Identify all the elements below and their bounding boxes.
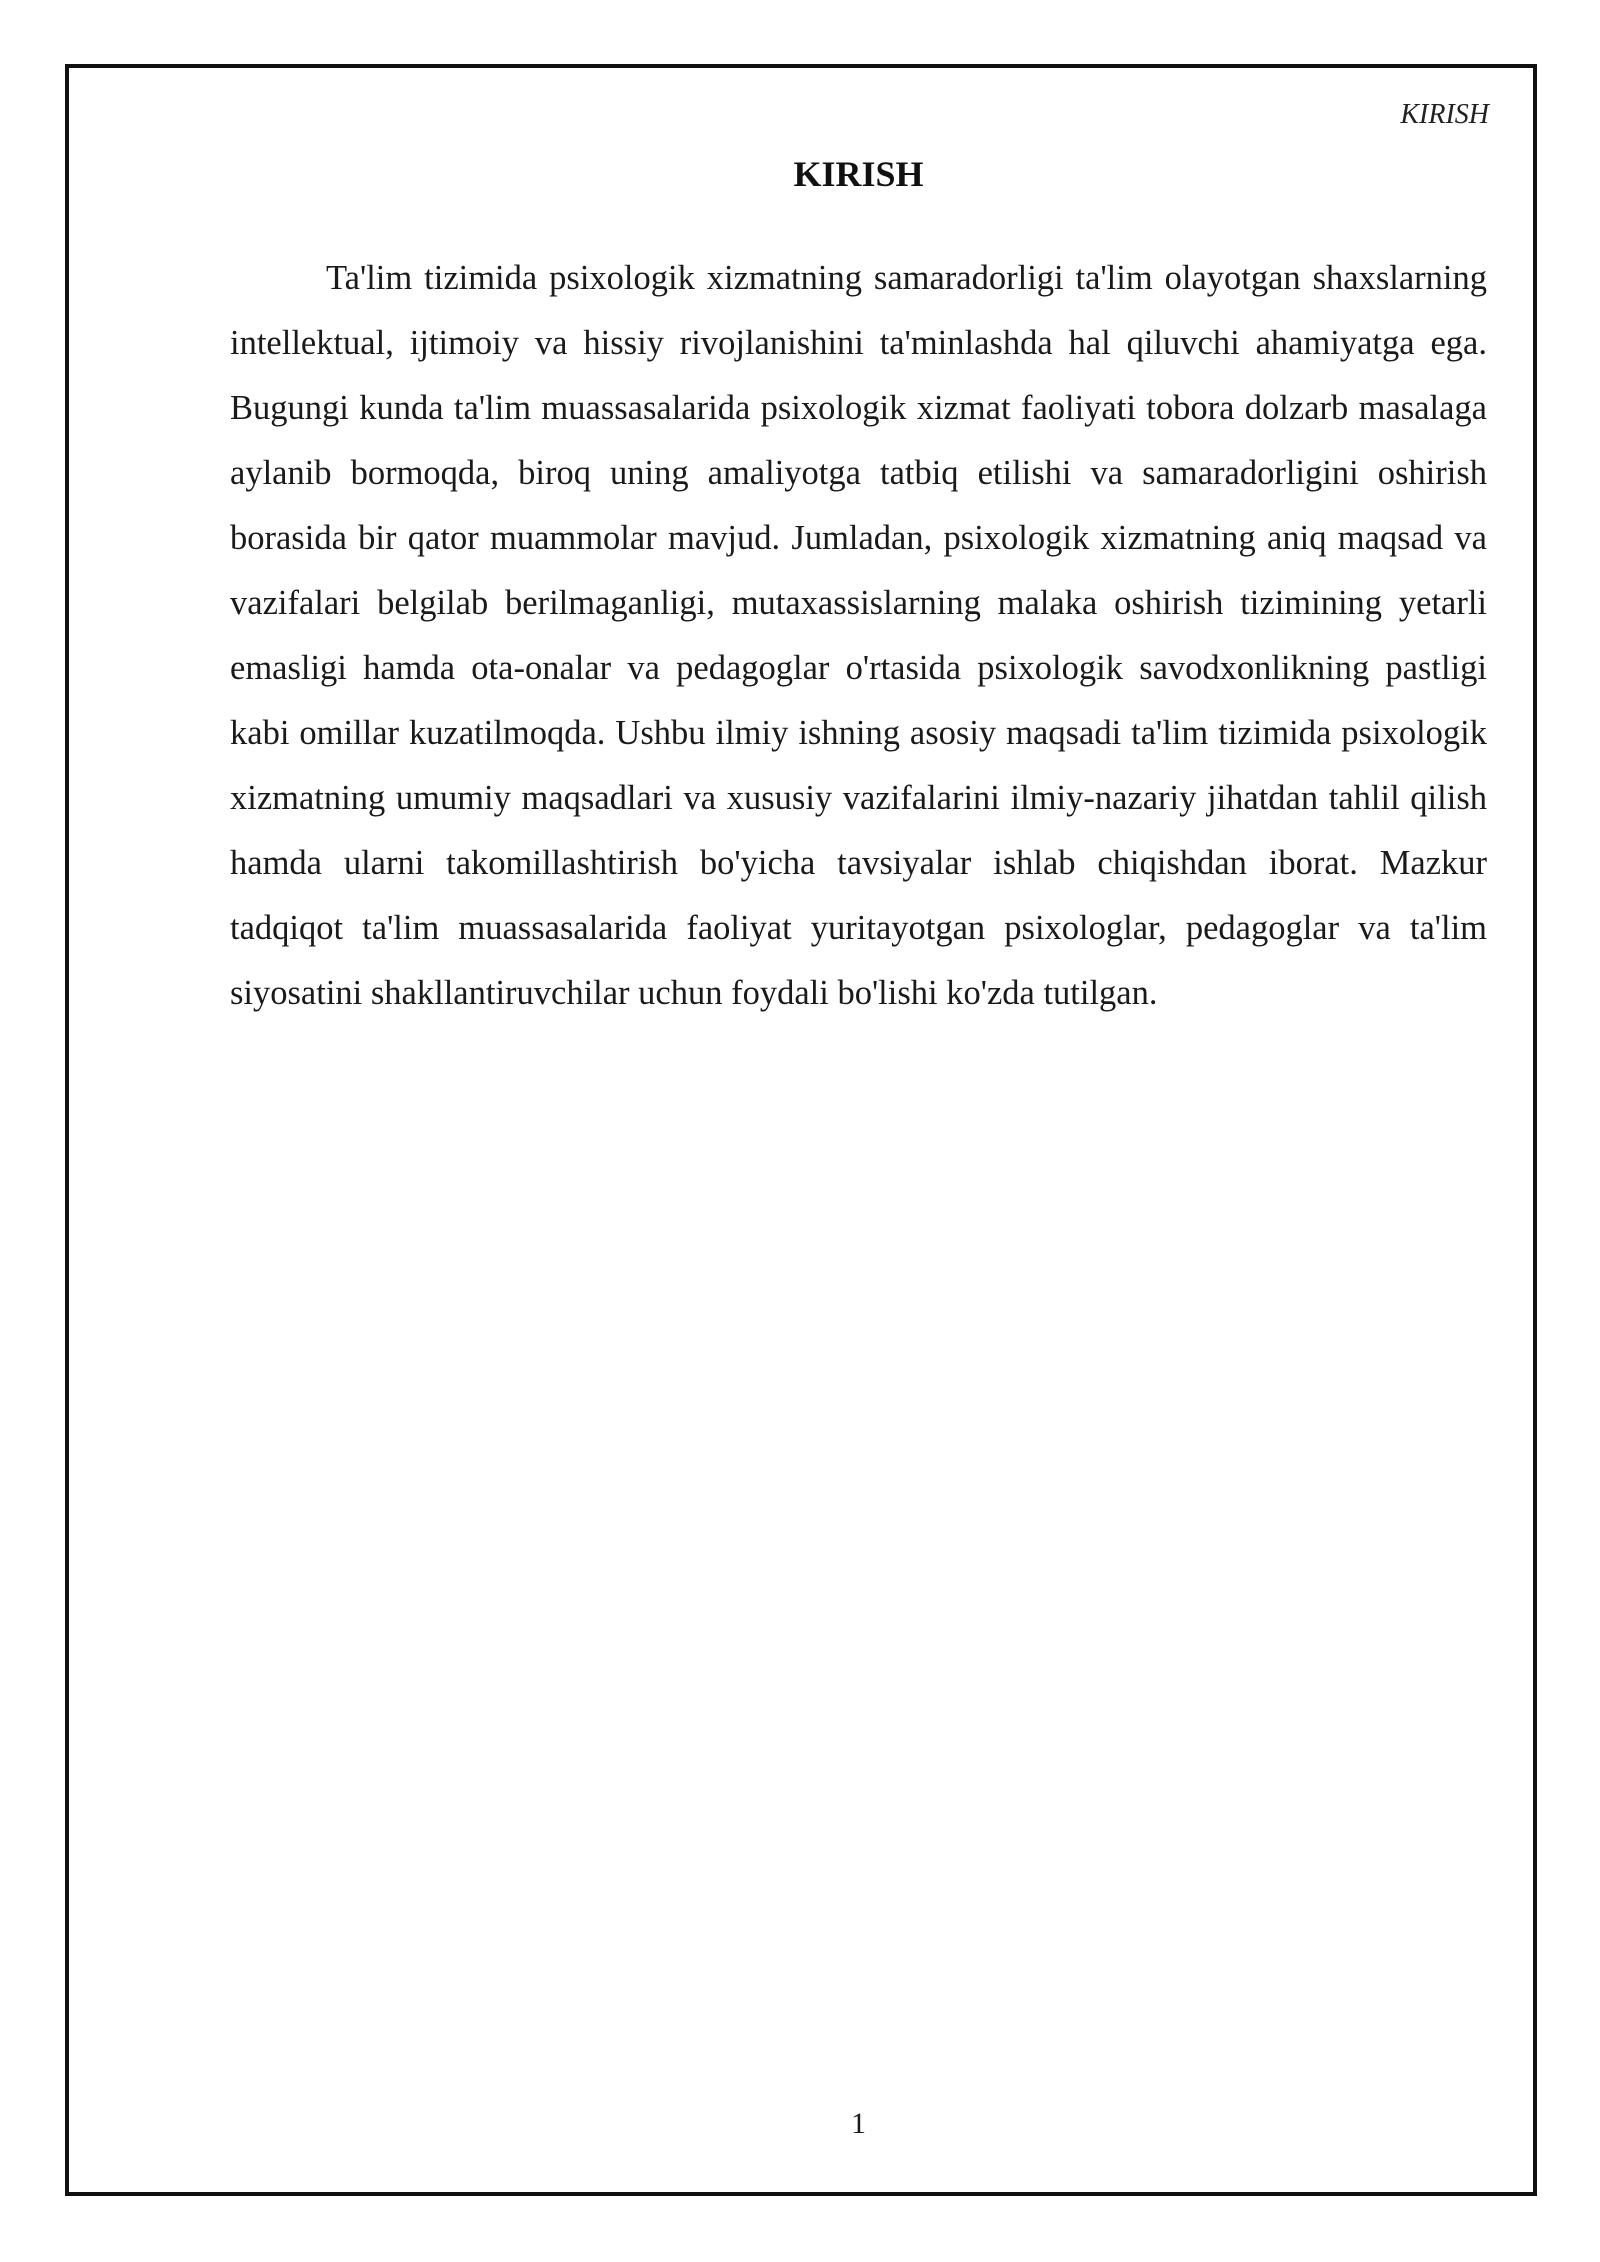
page-title: KIRISH: [793, 154, 924, 194]
running-header: KIRISH: [1400, 99, 1489, 130]
page-number: 1: [851, 2107, 866, 2140]
body-paragraph: Ta'lim tizimida psixologik xizmatning samaradorligi ta'lim olayotgan shaxslarning intellektual, ijtimoiy va hissiy rivojlanishini ta'minlashda hal qiluvchi ahamiyatga ega. Bugungi kunda ta'lim muassasalarida psixologik xizmat faoliyati tobora dolzarb masalaga aylanib bormoqda, biroq uning amaliyotga tatbiq etilishi va samaradorligini oshirish borasida bir qator muammolar mavjud. Jumladan, psixologik xizmatning aniq maqsad va vazifalari belgilab berilmaganligi, mutaxassislarning malaka oshirish tizimining yetarli emasligi hamda ota-onalar va pedagoglar o'rtasida psixologik savodxonlikning pastligi kabi omillar kuzatilmoqda. Ushbu ilmiy ishning asosiy maqsadi ta'lim tizimida psixologik xizmatning umumiy maqsadlari va xususiy vazifalarini ilmiy-nazariy jihatdan tahlil qilish hamda ularni takomillashtirish bo'yicha tavsiyalar ishlab chiqishdan iborat. Mazkur tadqiqot ta'lim muassasalarida faoliyat yuritayotgan psixologlar, pedagoglar va ta'lim siyosatini shakllantiruvchilar uchun foydali bo'lishi ko'zda tutilgan.: [230, 259, 1487, 1012]
